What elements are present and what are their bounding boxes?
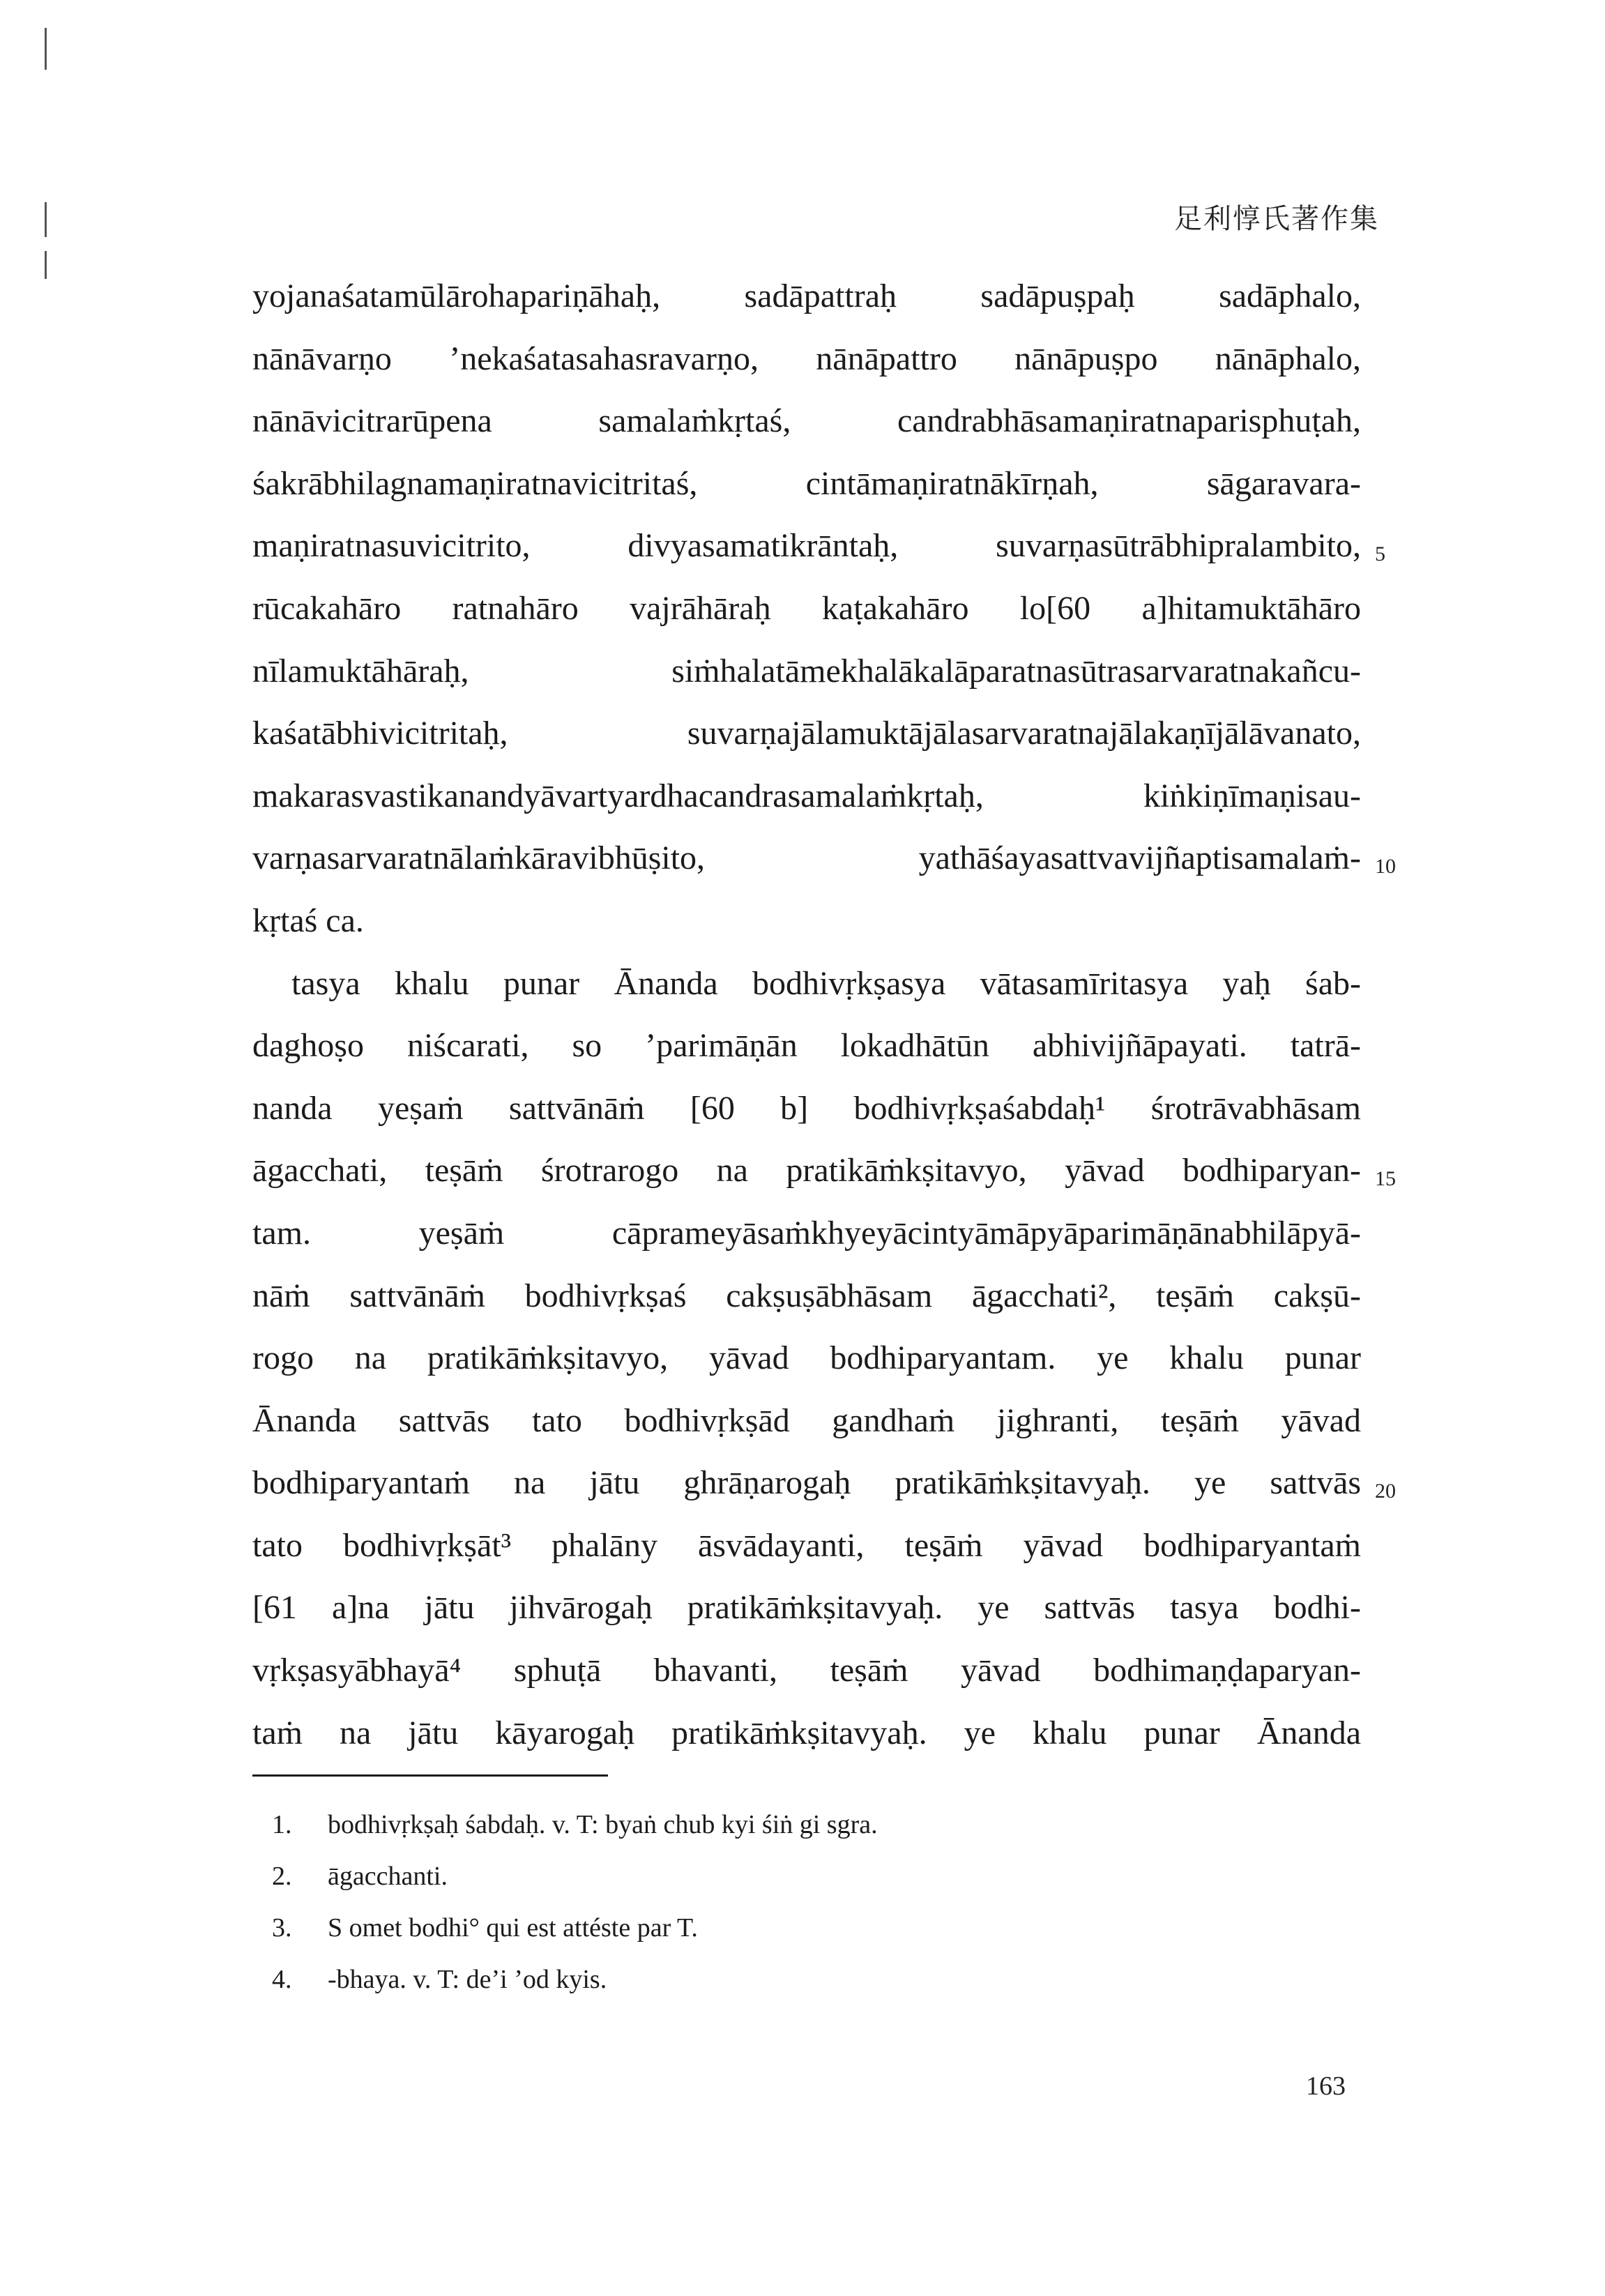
text-line: nanda yeṣaṁ sattvānāṁ [60 b] bodhivṛkṣaśabdaḥ¹ śrotrāvabhāsam — [252, 1089, 1361, 1127]
text-line: makarasvastikanandyāvartyardhacandrasamalaṁkṛtaḥ, kiṅkiṇīmaṇisau- — [252, 777, 1361, 814]
footnote — [272, 1954, 1248, 2005]
scan-mark — [45, 28, 47, 70]
main-text — [252, 265, 1396, 1764]
text-line: kṛtaś ca. — [252, 902, 364, 939]
footnote-text: -bhaya. v. T: de’i ’od kyis. — [328, 1965, 607, 1994]
text-line: nānāvicitrarūpena samalaṁkṛtaś, candrabhāsamaṇiratnaparisphuṭah, — [252, 402, 1361, 440]
line-number: 20 — [1375, 1480, 1396, 1503]
text-line: yojanaśatamūlārohapariṇāhaḥ, sadāpattraḥ sadāpuṣpaḥ sadāphalo, — [252, 278, 1361, 314]
text-line: rūcakahāro ratnahāro vajrāhāraḥ kaṭakahāro lo[60 a]hitamuktāhāro — [252, 589, 1361, 627]
text-line: bodhiparyantaṁ na jātu ghrāṇarogaḥ pratikāṁkṣitavyaḥ. ye sattvās 20 — [252, 1452, 1361, 1514]
footnote-text: S omet bodhi° qui est attéste par T. — [328, 1913, 698, 1943]
text-line: maṇiratnasuvicitrito, divyasamatikrāntaḥ, suvarṇasūtrābhipralambito, 5 — [252, 515, 1361, 577]
text-line: tato bodhivṛkṣāt³ phalāny āsvādayanti, teṣāṁ yāvad bodhiparyantaṁ — [252, 1526, 1361, 1564]
text-line: daghoṣo niścarati, so ’parimāṇān lokadhātūn abhivijñāpayati. tatrā- — [252, 1027, 1361, 1065]
line-number: 15 — [1375, 1167, 1396, 1191]
footnote-number: 2. — [272, 1862, 292, 1891]
page-number: 163 — [1306, 2071, 1346, 2101]
text-line: tam. yeṣāṁ cāprameyāsaṁkhyeyācintyāmāpyāparimāṇānabhilāpyā- — [252, 1214, 1361, 1252]
footnote-divider — [252, 1774, 608, 1777]
text-line: varṇasarvaratnālaṁkāravibhūṣito, yathāśayasattvavijñaptisamalaṁ- 10 — [252, 827, 1361, 890]
footnote-text: bodhivṛkṣaḥ śabdaḥ. v. T: byaṅ chub kyi śiṅ gi sgra. — [328, 1810, 878, 1839]
footnote — [272, 1799, 1248, 1850]
scan-mark — [45, 251, 47, 279]
text-line: nīlamuktāhāraḥ, siṁhalatāmekhalākalāparatnasūtrasarvaratnakañcu- — [252, 652, 1361, 690]
text-line: [61 a]na jātu jihvārogaḥ pratikāṁkṣitavyaḥ. ye sattvās tasya bodhi- — [252, 1589, 1361, 1627]
footnote-number: 4. — [272, 1965, 292, 1994]
footnote-number: 1. — [272, 1810, 292, 1839]
text-line: Ānanda sattvās tato bodhivṛkṣād gandhaṁ jighranti, teṣāṁ yāvad — [252, 1401, 1361, 1439]
footnote-number: 3. — [272, 1913, 292, 1943]
footnotes — [272, 1799, 1248, 2005]
text-line: vṛkṣasyābhayā⁴ sphuṭā bhavanti, teṣāṁ yāvad bodhimaṇḍaparyan- — [252, 1652, 1361, 1689]
text-line: taṁ na jātu kāyarogaḥ pratikāṁkṣitavyaḥ. ye khalu punar Ānanda — [252, 1714, 1361, 1751]
text-line: tasya khalu punar Ānanda bodhivṛkṣasya vātasamīritasya yaḥ śab- — [291, 964, 1361, 1002]
footnote-text: āgacchanti. — [328, 1862, 448, 1891]
scan-mark — [45, 202, 47, 237]
text-line: nāṁ sattvānāṁ bodhivṛkṣaś cakṣuṣābhāsam āgacchati², teṣāṁ cakṣū- — [252, 1277, 1361, 1314]
text-line: āgacchati, teṣāṁ śrotrarogo na pratikāṁkṣitavyo, yāvad bodhiparyan- 15 — [252, 1139, 1361, 1202]
footnote — [272, 1902, 1248, 1954]
text-line: śakrābhilagnamaṇiratnavicitritaś, cintāmaṇiratnākīrṇah, sāgaravara- — [252, 464, 1361, 502]
line-number: 5 — [1375, 542, 1385, 566]
text-line: rogo na pratikāṁkṣitavyo, yāvad bodhiparyantam. ye khalu punar — [252, 1339, 1361, 1377]
footnote — [272, 1850, 1248, 1902]
text-line: nānāvarṇo ’nekaśatasahasravarṇo, nānāpattro nānāpuṣpo nānāphalo, — [252, 340, 1361, 377]
text-line: kaśatābhivicitritaḥ, suvarṇajālamuktājālasarvaratnajālakaṇījālāvanato, — [252, 715, 1361, 752]
running-header: 足利惇氏著作集 — [1174, 203, 1379, 235]
line-number: 10 — [1375, 855, 1396, 879]
